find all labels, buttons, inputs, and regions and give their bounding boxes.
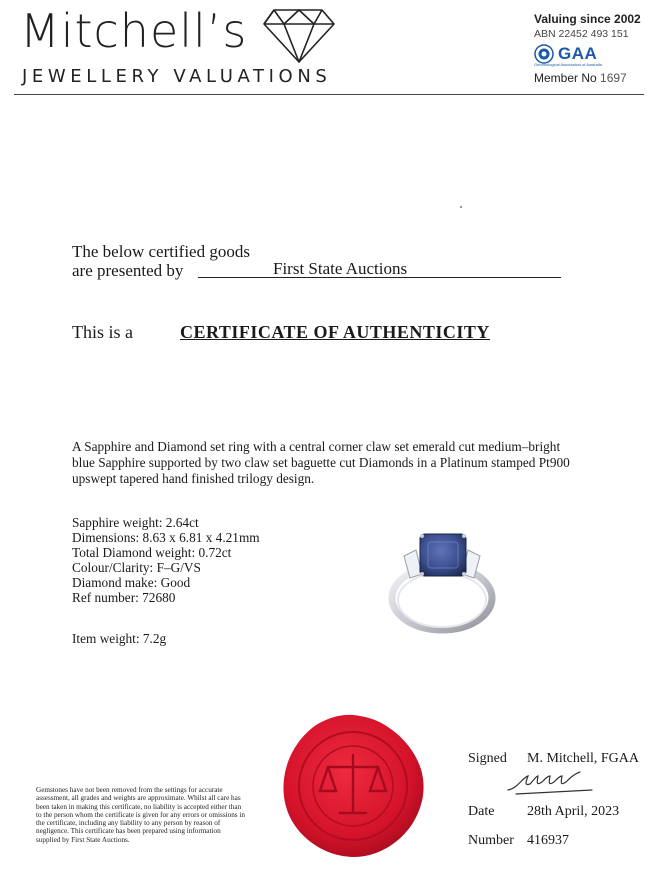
item-weight: Item weight: 7.2g — [72, 631, 167, 646]
signed-label: Signed — [468, 751, 507, 766]
member-value: 1697 — [600, 71, 627, 85]
spec-colour-clarity: Colour/Clarity: F–G/VS — [72, 560, 201, 575]
speck — [460, 206, 462, 208]
spec-ref-number: Ref number: 72680 — [72, 590, 176, 605]
signed-value: M. Mitchell, FGAA — [527, 751, 639, 766]
gaa-emblem-icon — [534, 44, 554, 64]
brand-subtitle: JEWELLERY VALUATIONS — [22, 66, 332, 87]
diamond-logo-icon — [262, 6, 336, 64]
gaa-subtext: Gemmological Association of Australia — [534, 62, 602, 67]
signature-icon — [504, 768, 604, 796]
gaa-label: GAA — [558, 44, 598, 63]
item-description: A Sapphire and Diamond set ring with a central corner claw set emerald cut medium–bright blue Sapphire supported by two claw set baguette cut Diamonds in a Platinum stamped Pt900 upswept tapered hand finished trilogy design. — [72, 439, 570, 486]
spec-sapphire-weight: Sapphire weight: 2.64ct — [72, 515, 199, 530]
spec-diamond-weight: Total Diamond weight: 0.72ct — [72, 545, 232, 560]
header-divider — [14, 94, 644, 95]
valuing-since: Valuing since 2002 — [534, 12, 641, 26]
member-number — [534, 71, 642, 85]
brand-name: Mitchell’s — [20, 4, 248, 58]
date-value: 28th April, 2023 — [527, 804, 620, 819]
spec-dimensions: Dimensions: 8.63 x 6.81 x 4.21mm — [72, 530, 260, 545]
date-label: Date — [468, 804, 495, 819]
certificate-prefix: This is a — [72, 322, 133, 342]
spec-list — [72, 515, 260, 605]
number-label: Number — [468, 833, 514, 848]
presented-line-1: The below certified goods — [72, 242, 250, 261]
disclaimer-text: Gemstones have not been removed from the settings for accurate assessment, all grades and weights are approximate. Whilst all care has been taken in making this certificate, no liability is accepted either than to the person whom the certificate is given for any errors or omissions in the certificate, including any liability to any person by reason of negligence. This certificate has been prepared using information supplied by First State Auctions. — [36, 786, 245, 844]
abn-number: ABN 22452 493 151 — [534, 28, 629, 40]
gaa-badge — [534, 44, 642, 64]
ring-photo — [382, 520, 498, 636]
spec-diamond-make: Diamond make: Good — [72, 575, 191, 590]
member-label: Member No — [534, 71, 597, 85]
presenter-name: First State Auctions — [273, 259, 408, 278]
presented-line-2: are presented by — [72, 261, 184, 280]
certificate-title: CERTIFICATE OF AUTHENTICITY — [180, 322, 490, 342]
header-credentials — [534, 12, 642, 85]
number-value: 416937 — [527, 833, 569, 848]
wax-seal-icon — [280, 713, 426, 859]
presenter-underline — [198, 277, 561, 278]
